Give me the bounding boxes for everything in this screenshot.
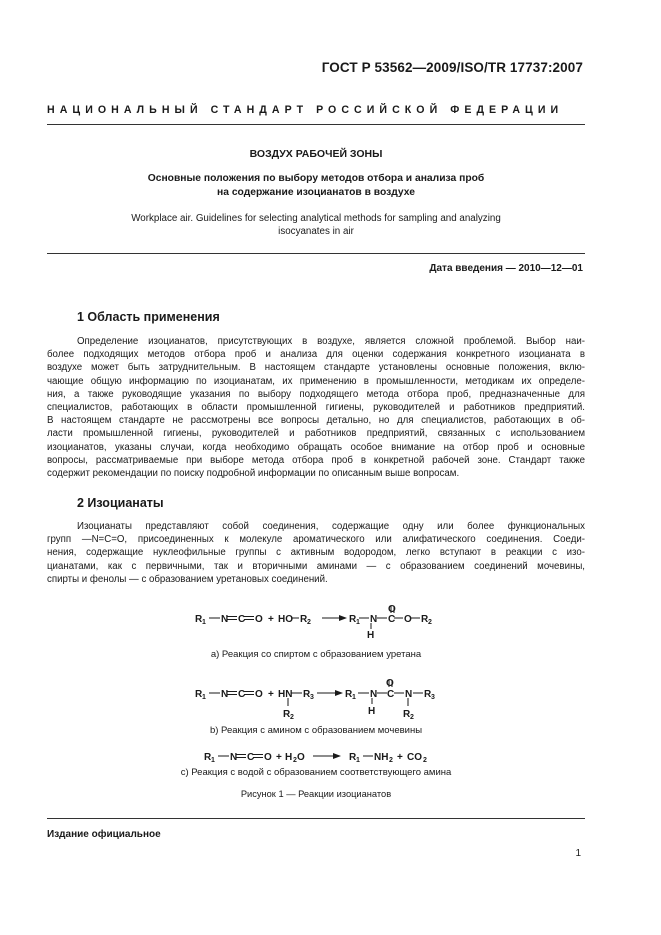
section-1-paragraph: [47, 335, 585, 480]
paragraph-line: содержит рекомендации по поиску подробной информации по описанным выше вопросам.: [47, 468, 460, 480]
reactant-r2: R: [300, 614, 308, 625]
paragraph-line: спирты и фенолы — с образованием уретановых соединений.: [47, 573, 328, 585]
reactant-r2: R: [283, 709, 291, 719]
atom-c: C: [247, 752, 255, 763]
reaction-c-svg: [47, 744, 585, 764]
official-edition: Издание официальное: [47, 829, 161, 840]
water-o: O: [297, 752, 305, 763]
subscript: 1: [202, 694, 206, 701]
subscript: 1: [211, 757, 215, 764]
paragraph-line: Определение изоцианатов, присутствующих в воздухе, является сложной проблемой. Выбор наи-: [77, 336, 585, 347]
reactant-r1: R: [195, 614, 203, 625]
reaction-c-caption: c) Реакция с водой с образованием соответствующего амина: [180, 767, 452, 778]
reactant-r1: R: [195, 689, 203, 700]
atom-c: C: [387, 689, 395, 700]
subscript: 3: [310, 694, 314, 701]
english-title-line-2: isocyanates in air: [278, 226, 354, 237]
atom-o: O: [404, 614, 412, 625]
paragraph-line: более подходящих методов отбора проб и анализа для оценки содержания конкретного изоцианата в: [47, 349, 585, 361]
atom-c: C: [238, 614, 246, 625]
atom-h: H: [368, 706, 376, 717]
product-r2: R: [403, 709, 411, 719]
product-r1: R: [349, 614, 357, 625]
carbon-dioxide: CO: [407, 752, 422, 763]
atom-n: N: [370, 614, 378, 625]
subscript: 2: [428, 619, 432, 626]
figure-caption: Рисунок 1 — Реакции изоцианатов: [240, 789, 392, 799]
atom-o: O: [386, 678, 394, 689]
reactant-r3: R: [303, 689, 311, 700]
plus-sign: +: [268, 614, 274, 625]
paragraph-line: нения, содержащие нуклеофильные группы с активным водородом, легко вступают в реакции с изо-: [47, 547, 585, 559]
english-title-line-1: Workplace air. Guidelines for selecting analytical methods for sampling and analyzing: [131, 213, 501, 224]
reaction-b-svg: [47, 677, 585, 719]
atom-n: N: [221, 614, 229, 625]
paragraph-line: ласти промышленной гигиены, руководителей и работников предприятий, связанных с использованием: [47, 428, 585, 440]
water-h: H: [285, 752, 293, 763]
reaction-b-caption: b) Реакция с амином с образованием мочевины: [209, 725, 423, 736]
hydroxyl-ho: HO: [278, 614, 293, 625]
atom-c: C: [238, 689, 246, 700]
title-rule: [47, 253, 585, 254]
amine-hn: HN: [278, 689, 293, 700]
product-r3: R: [424, 689, 432, 700]
atom-c: C: [388, 614, 396, 625]
section-1-heading: 1 Область применения: [77, 310, 220, 324]
atom-h: H: [367, 630, 375, 641]
atom-n: N: [221, 689, 229, 700]
atom-n: N: [405, 689, 413, 700]
paragraph-line: специалистов, работающих в области промышленной гигиены, руководителей и работников предприятий.: [47, 402, 585, 414]
document-subtitle-line-1: Основные положения по выбору методов отбора и анализа проб: [147, 173, 485, 184]
paragraph-line: вопросы, рассматриваемые при выборе метода отбора проб в конкретной рабочей зоне. Стандарт также: [47, 454, 585, 466]
subscript: 2: [389, 757, 393, 764]
atom-n: N: [230, 752, 238, 763]
product-r1: R: [349, 752, 357, 763]
reaction-a-scheme: [47, 603, 585, 643]
section-2-heading: 2 Изоцианаты: [77, 496, 164, 510]
paragraph-line: цианатами, как с первичными, так и вторичными аминами — с образованием соединений мочевины,: [47, 560, 585, 572]
paragraph-line: Изоцианаты представляют собой соединения, содержащие одну или более функциональных: [77, 521, 585, 532]
gost-number: ГОСТ Р 53562—2009/ISO/TR 17737:2007: [321, 60, 583, 75]
atom-o: O: [388, 604, 396, 615]
reaction-c-scheme: [47, 744, 585, 764]
subscript: 1: [356, 757, 360, 764]
page-number: 1: [575, 848, 581, 859]
subscript: 2: [410, 714, 414, 719]
reactant-r1: R: [204, 752, 212, 763]
footer-rule: [47, 818, 585, 819]
paragraph-line: ния, а также руководящие указания по выбору подходящего метода отбора проб, предназначенные для: [47, 388, 585, 400]
introduction-date: Дата введения — 2010—12—01: [429, 263, 583, 274]
paragraph-line: чающие общую информацию по изоцианатам, их применению в промышленности, методикам их определе-: [47, 375, 585, 387]
paragraph-line: воздухе может быть затруднительным. В настоящем стандарте установлены основные положения, вклю-: [47, 362, 585, 374]
paragraph-line: В настоящем стандарте не рассмотрены все вопросы детально, но для специалистов, работающих в об-: [47, 415, 585, 427]
product-r2: R: [421, 614, 429, 625]
reaction-a-svg: [47, 603, 585, 643]
paragraph-line: изоцианатов, указаны случаи, когда необходимо обращать особое внимание на отбор проб и основные: [47, 441, 585, 453]
subscript: 1: [202, 619, 206, 626]
subscript: 2: [293, 757, 297, 764]
reaction-b-scheme: [47, 677, 585, 717]
subscript: 2: [290, 714, 294, 719]
atom-n: N: [370, 689, 378, 700]
plus-sign: +: [276, 752, 282, 763]
atom-o: O: [264, 752, 272, 763]
section-2-paragraph: [47, 520, 585, 586]
atom-o: O: [255, 689, 263, 700]
atom-o: O: [255, 614, 263, 625]
amine-nh: NH: [374, 752, 389, 763]
header-rule: [47, 124, 585, 125]
document-title: ВОЗДУХ РАБОЧЕЙ ЗОНЫ: [249, 148, 383, 160]
product-r1: R: [345, 689, 353, 700]
standard-title: НАЦИОНАЛЬНЫЙ СТАНДАРТ РОССИЙСКОЙ ФЕДЕРАЦИИ: [47, 104, 564, 116]
subscript: 3: [431, 694, 435, 701]
subscript: 1: [356, 619, 360, 626]
reaction-a-caption: a) Реакция со спиртом с образованием уретана: [210, 649, 422, 660]
plus-sign: +: [268, 689, 274, 700]
subscript: 1: [352, 694, 356, 701]
document-subtitle-line-2: на содержание изоцианатов в воздухе: [217, 187, 415, 198]
subscript: 2: [423, 757, 427, 764]
plus-sign: +: [397, 752, 403, 763]
paragraph-line: групп —N=C=O, присоединенных к молекуле ароматического или алифатического соединения. Соеди-: [47, 534, 585, 546]
subscript: 2: [307, 619, 311, 626]
